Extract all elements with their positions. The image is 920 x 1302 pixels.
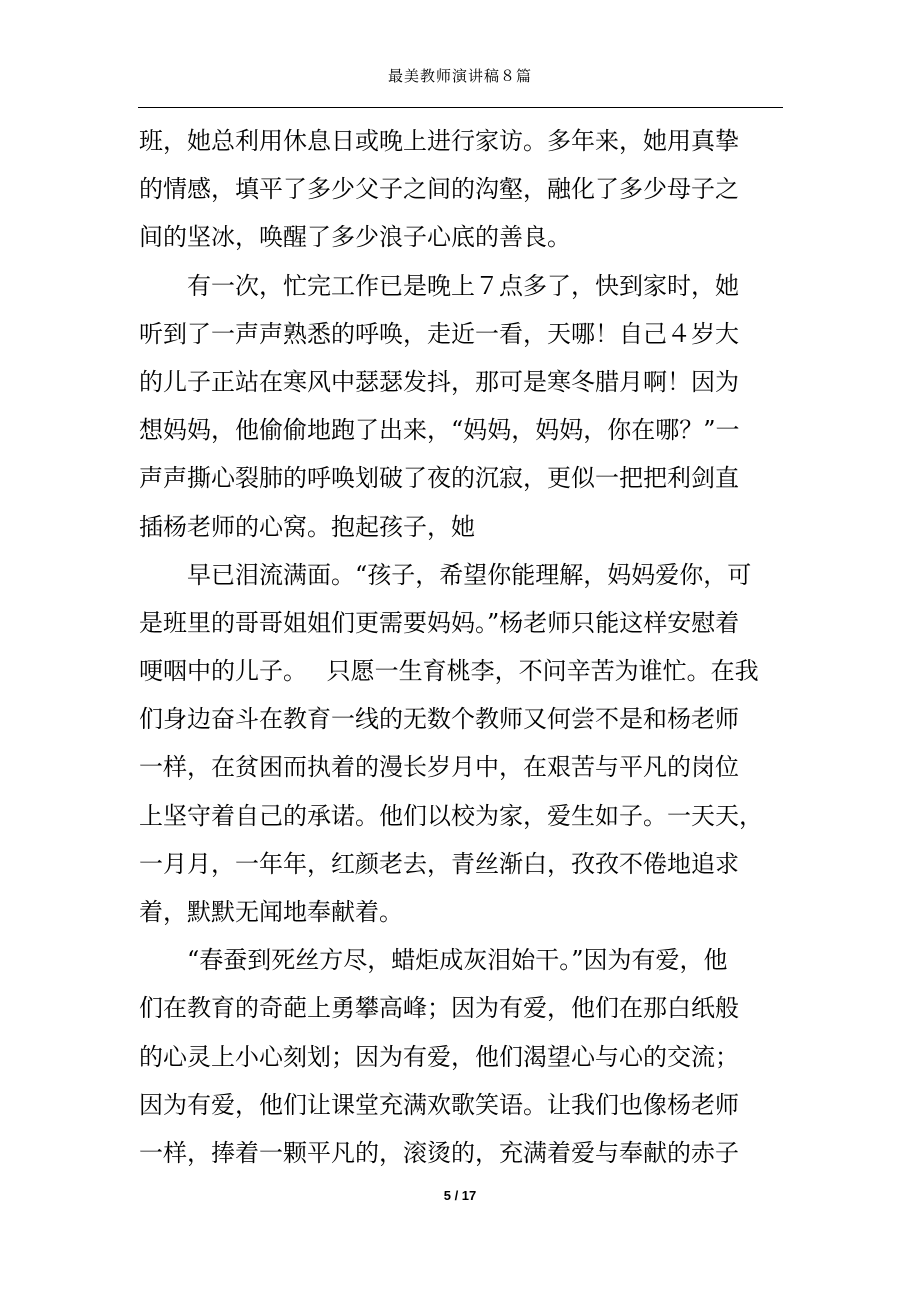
text-line: 的儿子正站在寒风中瑟瑟发抖，那可是寒冬腊月啊！因为: [139, 367, 739, 396]
text-line: 一样，捧着一颗平凡的，滚烫的，充满着爱与奉献的赤子: [139, 1138, 739, 1167]
text-line: “春蚕到死丝方尽，蜡炬成灰泪始干。”因为有爱，他: [139, 946, 728, 975]
text-line: 因为有爱，他们让课堂充满欢歌笑语。让我们也像杨老师: [139, 1090, 739, 1119]
text-line: 听到了一声声熟悉的呼唤，走近一看，天哪！自己４岁大: [139, 319, 739, 348]
text-line: 早已泪流满面。“孩子，希望你能理解，妈妈爱你，可: [139, 560, 752, 589]
text-line: 想妈妈，他偷偷地跑了出来，“妈妈，妈妈，你在哪？”一: [139, 416, 740, 445]
header-divider: [138, 107, 783, 108]
text-line: 声声撕心裂肺的呼唤划破了夜的沉寂，更似一把把利剑直: [139, 464, 739, 493]
text-line: 们身边奋斗在教育一线的无数个教师又何尝不是和杨老师: [139, 705, 739, 734]
text-line: 的情感，填平了多少父子之间的沟壑，融化了多少母子之: [139, 175, 739, 204]
text-line: 插杨老师的心窝。抱起孩子，她: [139, 512, 475, 541]
text-line: 的心灵上小心刻划；因为有爱，他们渴望心与心的交流；: [139, 1042, 739, 1071]
text-line: 们在教育的奇葩上勇攀高峰；因为有爱，他们在那白纸般: [139, 994, 739, 1023]
text-line: 一月月，一年年，红颜老去，青丝渐白，孜孜不倦地追求: [139, 849, 739, 878]
body-text: [139, 117, 787, 1177]
page-header-title: 最美教师演讲稿８篇: [387, 67, 532, 85]
text-line: 上坚守着自己的承诺。他们以校为家，爱生如子。一天天，: [139, 801, 763, 830]
text-line: 哽咽中的儿子。 只愿一生育桃李，不问辛苦为谁忙。在我: [139, 657, 759, 686]
text-line: 着，默默无闻地奉献着。: [139, 898, 403, 926]
text-line: 是班里的哥哥姐姐们更需要妈妈。”杨老师只能这样安慰着: [139, 608, 740, 637]
text-line: 一样，在贫困而执着的漫长岁月中，在艰苦与平凡的岗位: [139, 753, 739, 782]
text-line: 间的坚冰，唤醒了多少浪子心底的善良。: [139, 223, 571, 252]
text-line: 班，她总利用休息日或晚上进行家访。多年来，她用真挚: [139, 127, 739, 155]
page-number: 5 / 17: [443, 1188, 477, 1203]
text-line: 有一次，忙完工作已是晚上７点多了，快到家时，她: [139, 271, 739, 300]
